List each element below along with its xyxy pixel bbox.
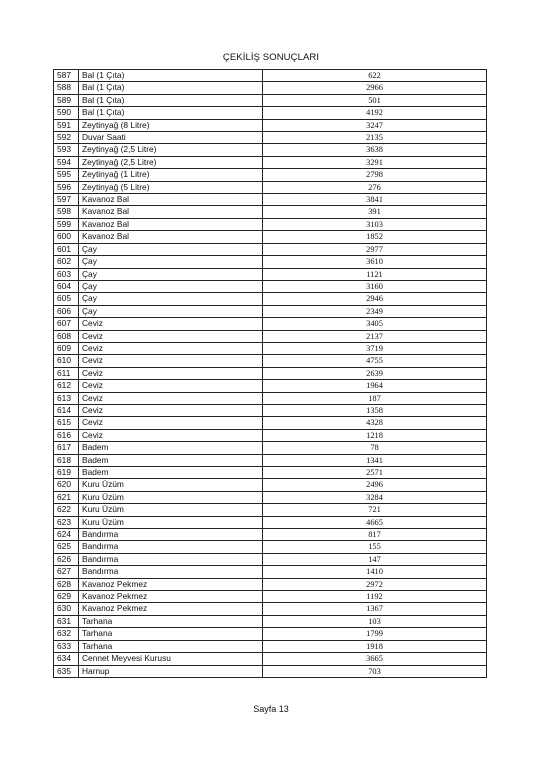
table-row — [54, 603, 487, 615]
table-row — [54, 342, 487, 354]
table-row — [54, 491, 487, 503]
ticket-number-cell: 3610 — [263, 256, 487, 268]
ticket-number-cell: 817 — [263, 529, 487, 541]
item-name-cell: Çay — [79, 268, 263, 280]
row-number-cell: 588 — [54, 82, 79, 94]
table-row — [54, 504, 487, 516]
item-name-cell: Zeytinyağ (8 Litre) — [79, 119, 263, 131]
item-name-cell: Ceviz — [79, 342, 263, 354]
table-row — [54, 119, 487, 131]
table-row — [54, 243, 487, 255]
row-number-cell: 599 — [54, 218, 79, 230]
item-name-cell: Harnup — [79, 665, 263, 677]
table-row — [54, 194, 487, 206]
row-number-cell: 592 — [54, 132, 79, 144]
row-number-cell: 625 — [54, 541, 79, 553]
row-number-cell: 611 — [54, 367, 79, 379]
ticket-number-cell: 4328 — [263, 417, 487, 429]
ticket-number-cell: 3405 — [263, 318, 487, 330]
row-number-cell: 626 — [54, 553, 79, 565]
row-number-cell: 593 — [54, 144, 79, 156]
item-name-cell: Ceviz — [79, 355, 263, 367]
item-name-cell: Zeytinyağ (2,5 Litre) — [79, 144, 263, 156]
table-row — [54, 566, 487, 578]
ticket-number-cell: 1367 — [263, 603, 487, 615]
item-name-cell: Badem — [79, 442, 263, 454]
table-row — [54, 529, 487, 541]
item-name-cell: Bal (1 Çıta) — [79, 94, 263, 106]
item-name-cell: Badem — [79, 454, 263, 466]
row-number-cell: 608 — [54, 330, 79, 342]
ticket-number-cell: 3284 — [263, 491, 487, 503]
row-number-cell: 629 — [54, 591, 79, 603]
ticket-number-cell: 187 — [263, 392, 487, 404]
ticket-number-cell: 2798 — [263, 169, 487, 181]
table-row — [54, 479, 487, 491]
row-number-cell: 621 — [54, 491, 79, 503]
row-number-cell: 627 — [54, 566, 79, 578]
item-name-cell: Ceviz — [79, 367, 263, 379]
ticket-number-cell: 155 — [263, 541, 487, 553]
item-name-cell: Bandırma — [79, 541, 263, 553]
row-number-cell: 614 — [54, 404, 79, 416]
table-row — [54, 318, 487, 330]
table-row — [54, 94, 487, 106]
ticket-number-cell: 1410 — [263, 566, 487, 578]
table-row — [54, 256, 487, 268]
row-number-cell: 633 — [54, 640, 79, 652]
row-number-cell: 602 — [54, 256, 79, 268]
item-name-cell: Kavanoz Pekmez — [79, 603, 263, 615]
item-name-cell: Bal (1 Çıta) — [79, 70, 263, 82]
ticket-number-cell: 3247 — [263, 119, 487, 131]
ticket-number-cell: 1121 — [263, 268, 487, 280]
table-row — [54, 268, 487, 280]
item-name-cell: Kavanoz Pekmez — [79, 578, 263, 590]
item-name-cell: Bal (1 Çıta) — [79, 107, 263, 119]
item-name-cell: Kavanoz Bal — [79, 194, 263, 206]
item-name-cell: Kavanoz Bal — [79, 218, 263, 230]
item-name-cell: Badem — [79, 467, 263, 479]
row-number-cell: 604 — [54, 280, 79, 292]
table-row — [54, 578, 487, 590]
table-row — [54, 429, 487, 441]
ticket-number-cell: 721 — [263, 504, 487, 516]
table-row — [54, 355, 487, 367]
row-number-cell: 631 — [54, 615, 79, 627]
row-number-cell: 634 — [54, 653, 79, 665]
ticket-number-cell: 1964 — [263, 380, 487, 392]
item-name-cell: Bandırma — [79, 566, 263, 578]
item-name-cell: Ceviz — [79, 404, 263, 416]
table-row — [54, 404, 487, 416]
row-number-cell: 589 — [54, 94, 79, 106]
table-row — [54, 330, 487, 342]
table-row — [54, 442, 487, 454]
ticket-number-cell: 4192 — [263, 107, 487, 119]
table-row — [54, 218, 487, 230]
row-number-cell: 622 — [54, 504, 79, 516]
ticket-number-cell: 2349 — [263, 305, 487, 317]
item-name-cell: Kuru Üzüm — [79, 491, 263, 503]
row-number-cell: 623 — [54, 516, 79, 528]
item-name-cell: Tarhana — [79, 615, 263, 627]
item-name-cell: Ceviz — [79, 330, 263, 342]
item-name-cell: Ceviz — [79, 417, 263, 429]
ticket-number-cell: 1918 — [263, 640, 487, 652]
ticket-number-cell: 2639 — [263, 367, 487, 379]
table-row — [54, 640, 487, 652]
item-name-cell: Çay — [79, 243, 263, 255]
ticket-number-cell: 1192 — [263, 591, 487, 603]
table-row — [54, 144, 487, 156]
item-name-cell: Kavanoz Bal — [79, 206, 263, 218]
ticket-number-cell: 1799 — [263, 628, 487, 640]
ticket-number-cell: 2946 — [263, 293, 487, 305]
item-name-cell: Ceviz — [79, 380, 263, 392]
row-number-cell: 610 — [54, 355, 79, 367]
ticket-number-cell: 2137 — [263, 330, 487, 342]
table-row — [54, 82, 487, 94]
ticket-number-cell: 103 — [263, 615, 487, 627]
row-number-cell: 612 — [54, 380, 79, 392]
item-name-cell: Bandırma — [79, 553, 263, 565]
item-name-cell: Ceviz — [79, 392, 263, 404]
table-row — [54, 380, 487, 392]
item-name-cell: Kavanoz Bal — [79, 231, 263, 243]
row-number-cell: 596 — [54, 181, 79, 193]
table-row — [54, 181, 487, 193]
table-row — [54, 231, 487, 243]
ticket-number-cell: 78 — [263, 442, 487, 454]
ticket-number-cell: 2496 — [263, 479, 487, 491]
item-name-cell: Ceviz — [79, 318, 263, 330]
item-name-cell: Çay — [79, 305, 263, 317]
ticket-number-cell: 391 — [263, 206, 487, 218]
page-number: Sayfa 13 — [253, 704, 289, 714]
table-row — [54, 615, 487, 627]
ticket-number-cell: 3160 — [263, 280, 487, 292]
row-number-cell: 620 — [54, 479, 79, 491]
item-name-cell: Ceviz — [79, 429, 263, 441]
ticket-number-cell: 3841 — [263, 194, 487, 206]
row-number-cell: 618 — [54, 454, 79, 466]
row-number-cell: 617 — [54, 442, 79, 454]
row-number-cell: 594 — [54, 156, 79, 168]
row-number-cell: 624 — [54, 529, 79, 541]
row-number-cell: 607 — [54, 318, 79, 330]
table-row — [54, 665, 487, 677]
results-table — [53, 69, 487, 678]
row-number-cell: 601 — [54, 243, 79, 255]
item-name-cell: Kuru Üzüm — [79, 479, 263, 491]
row-number-cell: 587 — [54, 70, 79, 82]
item-name-cell: Duvar Saati — [79, 132, 263, 144]
row-number-cell: 630 — [54, 603, 79, 615]
table-row — [54, 132, 487, 144]
item-name-cell: Bal (1 Çıta) — [79, 82, 263, 94]
table-row — [54, 553, 487, 565]
ticket-number-cell: 2135 — [263, 132, 487, 144]
item-name-cell: Tarhana — [79, 640, 263, 652]
table-row — [54, 454, 487, 466]
row-number-cell: 613 — [54, 392, 79, 404]
row-number-cell: 603 — [54, 268, 79, 280]
table-row — [54, 206, 487, 218]
item-name-cell: Zeytinyağ (5 Litre) — [79, 181, 263, 193]
item-name-cell: Zeytinyağ (2,5 Litre) — [79, 156, 263, 168]
row-number-cell: 615 — [54, 417, 79, 429]
table-row — [54, 417, 487, 429]
page-title: ÇEKİLİŞ SONUÇLARI — [222, 52, 320, 63]
table-row — [54, 107, 487, 119]
ticket-number-cell: 2571 — [263, 467, 487, 479]
row-number-cell: 591 — [54, 119, 79, 131]
row-number-cell: 632 — [54, 628, 79, 640]
table-row — [54, 305, 487, 317]
item-name-cell: Kavanoz Pekmez — [79, 591, 263, 603]
ticket-number-cell: 501 — [263, 94, 487, 106]
table-row — [54, 367, 487, 379]
ticket-number-cell: 1852 — [263, 231, 487, 243]
results-table-body — [54, 70, 487, 678]
row-number-cell: 590 — [54, 107, 79, 119]
ticket-number-cell: 4755 — [263, 355, 487, 367]
row-number-cell: 635 — [54, 665, 79, 677]
ticket-number-cell: 276 — [263, 181, 487, 193]
item-name-cell: Cennet Meyvesi Kurusu — [79, 653, 263, 665]
ticket-number-cell: 2972 — [263, 578, 487, 590]
item-name-cell: Bandırma — [79, 529, 263, 541]
table-row — [54, 541, 487, 553]
ticket-number-cell: 3638 — [263, 144, 487, 156]
row-number-cell: 598 — [54, 206, 79, 218]
table-row — [54, 628, 487, 640]
table-row — [54, 280, 487, 292]
row-number-cell: 595 — [54, 169, 79, 181]
table-row — [54, 591, 487, 603]
table-row — [54, 516, 487, 528]
row-number-cell: 600 — [54, 231, 79, 243]
ticket-number-cell: 4665 — [263, 516, 487, 528]
ticket-number-cell: 1358 — [263, 404, 487, 416]
ticket-number-cell: 622 — [263, 70, 487, 82]
item-name-cell: Zeytinyağ (1 Litre) — [79, 169, 263, 181]
row-number-cell: 609 — [54, 342, 79, 354]
ticket-number-cell: 703 — [263, 665, 487, 677]
ticket-number-cell: 2966 — [263, 82, 487, 94]
table-row — [54, 293, 487, 305]
table-row — [54, 70, 487, 82]
row-number-cell: 605 — [54, 293, 79, 305]
row-number-cell: 619 — [54, 467, 79, 479]
item-name-cell: Çay — [79, 293, 263, 305]
row-number-cell: 597 — [54, 194, 79, 206]
item-name-cell: Kuru Üzüm — [79, 504, 263, 516]
ticket-number-cell: 147 — [263, 553, 487, 565]
row-number-cell: 616 — [54, 429, 79, 441]
table-row — [54, 169, 487, 181]
ticket-number-cell: 1218 — [263, 429, 487, 441]
table-row — [54, 467, 487, 479]
row-number-cell: 606 — [54, 305, 79, 317]
ticket-number-cell: 3719 — [263, 342, 487, 354]
item-name-cell: Çay — [79, 256, 263, 268]
ticket-number-cell: 3103 — [263, 218, 487, 230]
ticket-number-cell: 1341 — [263, 454, 487, 466]
ticket-number-cell: 3665 — [263, 653, 487, 665]
table-row — [54, 156, 487, 168]
item-name-cell: Kuru Üzüm — [79, 516, 263, 528]
ticket-number-cell: 2977 — [263, 243, 487, 255]
item-name-cell: Çay — [79, 280, 263, 292]
table-row — [54, 653, 487, 665]
item-name-cell: Tarhana — [79, 628, 263, 640]
row-number-cell: 628 — [54, 578, 79, 590]
ticket-number-cell: 3291 — [263, 156, 487, 168]
table-row — [54, 392, 487, 404]
